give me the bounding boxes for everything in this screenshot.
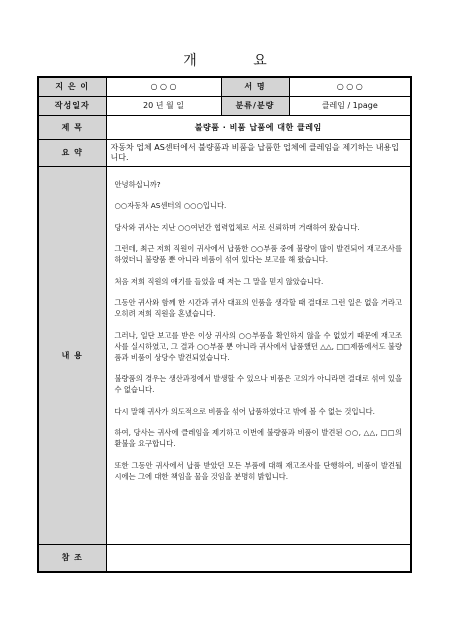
author-label: 지 은 이 xyxy=(38,77,106,96)
content-label: 내 용 xyxy=(38,166,106,544)
author-value: ○ ○ ○ xyxy=(106,77,221,96)
summary-label: 요 약 xyxy=(38,139,106,166)
form-table xyxy=(37,76,412,573)
content-paragraph: 다시 말해 귀사가 의도적으로 비품을 섞어 납품하였다고 밖에 볼 수 없는 것입니다. xyxy=(114,406,375,416)
content-paragraph: 또한 그동안 귀사에서 납품 받았던 모든 부품에 대해 재고조사를 단행하여, 비품이 발견될 시에는 그에 대한 책임을 물을 것임을 분명히 밝힙니다. xyxy=(114,460,402,481)
category-label: 분류/분량 xyxy=(221,96,289,115)
content-paragraph: 안녕하십니까? xyxy=(114,179,161,189)
content-paragraph: ○○자동차 AS센터의 ○○○입니다. xyxy=(114,201,227,210)
content-paragraph: 그런데, 최근 저희 직원이 귀사에서 납품한 ○○부품 중에 불량이 많이 발견되어 재고조사를 하였더니 불량품 뿐 아니라 비품이 섞여 있다는 보고를 해 왔습니다. xyxy=(114,244,402,264)
category-value: 클레임 / 1page xyxy=(289,96,411,115)
reference-value xyxy=(106,544,411,572)
content-paragraph: 그동안 귀사와 함께 한 시간과 귀사 대표의 인품을 생각할 때 결대로 그런 일은 없을 거라고 오히려 저희 직원을 혼냈습니다. xyxy=(114,298,402,318)
content-paragraph: 처음 저희 직원의 얘기를 들었을 때 저는 그 말을 믿지 않았습니다. xyxy=(114,276,324,286)
subject-label: 제 목 xyxy=(38,115,106,139)
reference-label: 참 조 xyxy=(38,544,106,572)
content-paragraph: 불량품의 경우는 생산과정에서 발생할 수 있으나 비품은 고의가 아니라면 결대로 섞여 있을 수 없습니다. xyxy=(114,374,402,394)
document-title: 개 요 xyxy=(183,53,293,69)
date-label: 작성일자 xyxy=(38,96,106,115)
date-value: 20 년 월 일 xyxy=(106,96,221,115)
reference-row xyxy=(38,544,411,572)
summary-value: 자동차 업체 AS센터에서 불량품과 비품을 납품한 업체에 클레임을 제기하는 내용입니다. xyxy=(106,139,411,166)
signature-label: 서 명 xyxy=(221,77,289,96)
content-body xyxy=(106,166,411,544)
subject-value: 불량품 · 비품 납품에 대한 클레임 xyxy=(106,115,411,139)
content-paragraph: 하여, 당사는 귀사에 클레임을 제기하고 이번에 불량품과 비품이 발견된 ○○, △△, □□의 환불을 요구합니다. xyxy=(114,428,402,448)
summary-row xyxy=(38,139,411,166)
content-row xyxy=(38,166,411,544)
subject-row xyxy=(38,115,411,139)
signature-value: ○ ○ ○ xyxy=(289,77,411,96)
content-paragraph: 그러나, 일단 보고를 받은 이상 귀사의 ○○부품을 확인하지 않을 수 없었기 때문에 재고조사를 실시하였고, 그 결과 ○○부품 뿐 아니라 귀사에서 납품했던 △△, □□제품에서도 불량품과 비품이 상당수 발견되었습니다. xyxy=(114,330,402,362)
author-row xyxy=(38,77,411,96)
content-paragraph: 당사와 귀사는 지난 ○○여년간 협력업체로 서로 신뢰하며 거래하여 왔습니다. xyxy=(114,222,360,232)
date-row xyxy=(38,96,411,115)
